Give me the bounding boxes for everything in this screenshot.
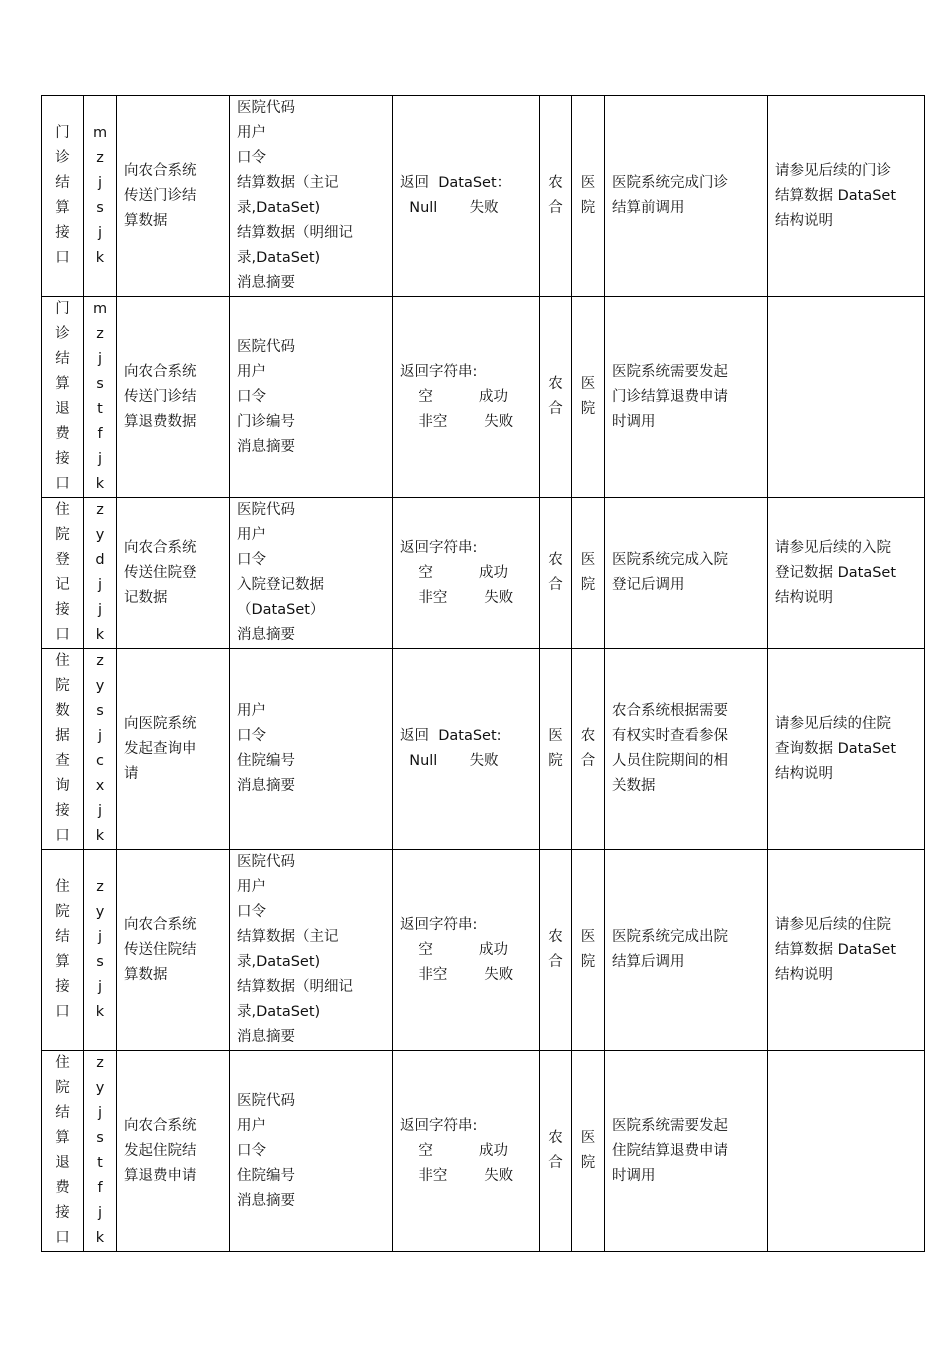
interface-name-line: 接 [55,602,70,618]
remarks-line: 结算数据 DataSet [775,187,897,204]
parameters-line: 用户 [237,527,266,543]
parameters-line: 医院代码 [237,100,295,116]
interface-name-line: 结 [55,175,70,191]
caller-line: 院 [580,954,596,970]
interface-name-line: 门 [55,125,70,141]
interface-code-line: j [97,803,103,819]
call-timing-line: 医院系统完成门诊 [612,175,728,191]
parameters-line: 口令 [237,388,266,405]
interface-code-line: k [95,476,105,492]
parameters-cell [230,850,393,1051]
interface-name-line: 接 [55,225,70,241]
call-timing-cell [605,96,768,297]
interface-code-line: z [96,879,104,895]
return-value-line: 空 成功 [400,388,509,405]
interface-name-line: 结 [55,929,70,945]
return-value-cell [393,96,540,297]
description-line: 向农合系统 [124,363,197,380]
parameters-cell [230,1051,393,1252]
interface-code-line: k [95,250,105,266]
interface-code-line: j [97,225,103,241]
table-row [42,649,925,850]
interface-code-line: j [97,451,103,467]
description-line: 向农合系统 [124,162,197,179]
interface-name-line: 接 [55,451,70,467]
interface-code-line: s [96,1130,104,1146]
parameters-line: 医院代码 [237,502,295,518]
call-timing-line: 关数据 [612,778,656,794]
caller-line: 医 [580,929,596,945]
call-timing-line: 医院系统完成入院 [612,552,728,568]
interface-code-line: k [95,627,105,643]
interface-name-line: 口 [55,250,70,266]
caller-cell [572,96,605,297]
interface-code-line: z [96,653,104,669]
call-timing-line: 医院系统需要发起 [612,363,728,380]
remarks-line: 结构说明 [775,212,833,229]
parameters-line: 住院编号 [237,1167,295,1184]
description-cell [117,850,230,1051]
call-timing-cell [605,649,768,850]
interface-name-line: 退 [55,401,70,417]
description-line: 请 [124,765,139,782]
provider-line: 院 [548,753,563,769]
interface-name-line: 院 [55,527,70,543]
provider-line: 农 [548,175,563,191]
parameters-line: 入院登记数据 [237,577,324,593]
interface-name-cell [42,850,84,1051]
remarks-line: 结构说明 [775,589,833,606]
interface-name-line: 住 [55,502,70,518]
description-line: 发起查询申 [124,740,197,757]
caller-line: 农 [580,728,596,744]
caller-line: 合 [580,753,596,769]
interface-name-line: 诊 [55,150,70,166]
caller-line: 医 [580,376,596,392]
interface-name-line: 费 [55,1180,70,1196]
call-timing-line: 农合系统根据需要 [612,703,728,719]
remarks-cell [768,297,925,498]
parameters-line: 消息摘要 [237,275,295,291]
return-value-line: 非空 失败 [400,966,514,983]
provider-line: 农 [548,376,563,392]
provider-cell [540,498,572,649]
interface-name-line: 住 [55,879,70,895]
call-timing-line: 人员住院期间的相 [612,753,728,769]
call-timing-cell [605,850,768,1051]
interface-name-line: 接 [55,1205,70,1221]
call-timing-line: 医院系统需要发起 [612,1117,728,1134]
interface-name-line: 询 [55,778,70,794]
interface-name-line: 记 [55,577,70,593]
interface-code-line: z [96,1055,104,1071]
parameters-line: 录,DataSet) [237,250,321,266]
description-line: 算退费数据 [124,413,197,430]
call-timing-line: 时调用 [612,1167,656,1184]
return-value-line: 返回 DataSet: [400,728,502,744]
interface-name-line: 算 [55,954,70,970]
interface-name-line: 门 [55,301,70,317]
return-value-line: 返回字符串: [400,363,478,380]
parameters-line: 口令 [237,150,266,166]
table-row [42,96,925,297]
remarks-line: 结构说明 [775,765,833,782]
caller-cell [572,649,605,850]
return-value-line: 非空 失败 [400,1167,514,1184]
parameters-line: 结算数据（明细记 [237,225,353,241]
return-value-line: 空 成功 [400,1142,509,1159]
parameters-line: 用户 [237,703,266,719]
provider-line: 农 [548,552,563,568]
call-timing-line: 登记后调用 [612,577,685,593]
parameters-line: 消息摘要 [237,778,295,794]
provider-cell [540,850,572,1051]
parameters-line: 口令 [237,728,266,744]
return-value-line: 非空 失败 [400,589,514,606]
call-timing-line: 时调用 [612,413,656,430]
call-timing-cell [605,297,768,498]
return-value-line: 返回字符串: [400,1117,478,1134]
remarks-line: 请参见后续的入院 [775,539,891,556]
return-value-cell [393,1051,540,1252]
interface-name-cell [42,297,84,498]
table-row [42,297,925,498]
interface-name-line: 据 [55,728,70,744]
interface-name-line: 算 [55,376,70,392]
parameters-line: 医院代码 [237,1092,295,1109]
caller-cell [572,850,605,1051]
parameters-cell [230,297,393,498]
interface-name-line: 费 [55,426,70,442]
parameters-line: 住院编号 [237,753,295,769]
interface-code-line: m [92,301,108,317]
interface-name-line: 院 [55,904,70,920]
description-line: 发起住院结 [124,1142,197,1159]
return-value-line: Null 失败 [400,753,499,769]
table-row [42,1051,925,1252]
parameters-line: 消息摘要 [237,627,295,643]
description-line: 记数据 [124,589,168,606]
provider-line: 合 [548,1155,563,1171]
description-line: 传送门诊结 [124,388,197,405]
caller-line: 院 [580,1155,596,1171]
provider-line: 合 [548,401,563,417]
interface-code-line: z [96,502,104,518]
interface-code-line: m [92,125,108,141]
remarks-line: 请参见后续的住院 [775,916,891,933]
interface-name-line: 住 [55,653,70,669]
interface-code-line: j [97,577,103,593]
provider-line: 农 [548,929,563,945]
caller-cell [572,498,605,649]
interface-code-cell [84,498,117,649]
interface-name-line: 算 [55,200,70,216]
interface-code-line: y [95,527,105,543]
description-line: 算数据 [124,212,168,229]
interface-name-line: 口 [55,627,70,643]
interface-code-line: s [96,376,104,392]
remarks-line: 结算数据 DataSet [775,941,897,958]
caller-line: 院 [580,200,596,216]
interface-name-line: 诊 [55,326,70,342]
interface-name-line: 口 [55,1230,70,1246]
provider-line: 医 [548,728,563,744]
remarks-cell [768,96,925,297]
interface-code-cell [84,297,117,498]
provider-line: 合 [548,577,563,593]
provider-cell [540,649,572,850]
remarks-line: 查询数据 DataSet [775,740,897,757]
interface-name-line: 结 [55,351,70,367]
remarks-cell [768,1051,925,1252]
interface-code-line: j [97,728,103,744]
interface-code-cell [84,1051,117,1252]
description-line: 向农合系统 [124,1117,197,1134]
return-value-cell [393,297,540,498]
remarks-cell [768,649,925,850]
provider-line: 合 [548,954,563,970]
return-value-line: 空 成功 [400,564,509,581]
call-timing-cell [605,498,768,649]
interface-code-line: y [95,678,105,694]
interface-code-line: j [97,175,103,191]
description-line: 算退费申请 [124,1167,197,1184]
interface-code-line: j [97,929,103,945]
description-line: 传送门诊结 [124,187,197,204]
return-value-line: 返回 DataSet： [400,175,512,191]
return-value-line: 返回字符串: [400,539,478,556]
caller-line: 医 [580,552,596,568]
interface-code-line: f [97,1180,103,1196]
interface-spec-table [41,95,925,1252]
caller-line: 医 [580,1130,596,1146]
interface-code-line: c [96,753,104,769]
table-row [42,498,925,649]
call-timing-line: 住院结算退费申请 [612,1142,728,1159]
provider-line: 农 [548,1130,563,1146]
description-cell [117,1051,230,1252]
interface-name-line: 口 [55,476,70,492]
parameters-line: 结算数据（明细记 [237,979,353,995]
interface-name-line: 算 [55,1130,70,1146]
remarks-cell [768,850,925,1051]
description-line: 向农合系统 [124,539,197,556]
provider-cell [540,96,572,297]
parameters-line: 录,DataSet) [237,954,321,970]
interface-name-line: 接 [55,979,70,995]
description-line: 算数据 [124,966,168,983]
caller-line: 医 [580,175,596,191]
interface-code-cell [84,96,117,297]
interface-name-line: 登 [55,552,70,568]
parameters-cell [230,96,393,297]
interface-code-line: d [95,552,105,568]
interface-code-line: s [96,954,104,970]
parameters-cell [230,649,393,850]
interface-code-line: x [95,778,105,794]
table-body [42,96,925,1252]
remarks-line: 结构说明 [775,966,833,983]
parameters-line: 消息摘要 [237,1192,295,1209]
description-cell [117,96,230,297]
parameters-line: 口令 [237,904,266,920]
interface-code-line: y [95,1080,105,1096]
description-line: 传送住院结 [124,941,197,958]
interface-code-line: t [97,401,103,417]
parameters-line: 口令 [237,1142,266,1159]
call-timing-cell [605,1051,768,1252]
parameters-line: 录,DataSet) [237,1004,321,1020]
parameters-line: 口令 [237,552,266,568]
interface-name-cell [42,1051,84,1252]
parameters-line: 录,DataSet) [237,200,321,216]
return-value-line: Null 失败 [400,200,499,216]
interface-name-line: 口 [55,1004,70,1020]
return-value-line: 空 成功 [400,941,509,958]
parameters-line: 医院代码 [237,338,295,355]
interface-name-line: 数 [55,703,70,719]
interface-code-line: k [95,1004,105,1020]
interface-name-line: 口 [55,828,70,844]
provider-line: 合 [548,200,563,216]
interface-name-cell [42,649,84,850]
return-value-cell [393,498,540,649]
remarks-line: 请参见后续的住院 [775,715,891,732]
interface-name-line: 院 [55,678,70,694]
interface-name-line: 接 [55,803,70,819]
parameters-line: 用户 [237,1117,266,1134]
interface-code-line: j [97,979,103,995]
description-line: 向医院系统 [124,715,197,732]
call-timing-line: 有权实时查看参保 [612,728,728,744]
parameters-line: 医院代码 [237,854,295,870]
description-line: 向农合系统 [124,916,197,933]
interface-code-line: j [97,1205,103,1221]
caller-cell [572,1051,605,1252]
caller-cell [572,297,605,498]
interface-code-line: z [96,150,104,166]
interface-code-line: t [97,1155,103,1171]
caller-line: 院 [580,577,596,593]
description-cell [117,498,230,649]
return-value-cell [393,850,540,1051]
interface-name-line: 退 [55,1155,70,1171]
interface-code-line: s [96,200,104,216]
interface-code-line: k [95,1230,105,1246]
parameters-line: 门诊编号 [237,413,295,430]
provider-cell [540,1051,572,1252]
table-row [42,850,925,1051]
interface-code-cell [84,649,117,850]
parameters-line: 消息摘要 [237,1029,295,1045]
interface-code-line: f [97,426,103,442]
description-cell [117,649,230,850]
interface-code-line: j [97,351,103,367]
interface-name-cell [42,96,84,297]
call-timing-line: 门诊结算退费申请 [612,388,728,405]
interface-name-line: 查 [55,753,70,769]
call-timing-line: 结算后调用 [612,954,685,970]
interface-name-cell [42,498,84,649]
interface-code-line: z [96,326,104,342]
remarks-line: 登记数据 DataSet [775,564,897,581]
description-line: 传送住院登 [124,564,197,581]
interface-code-cell [84,850,117,1051]
caller-line: 院 [580,401,596,417]
return-value-line: 非空 失败 [400,413,514,430]
interface-name-line: 住 [55,1055,70,1071]
parameters-line: 结算数据（主记 [237,929,339,945]
interface-code-line: s [96,703,104,719]
parameters-line: 用户 [237,363,266,380]
return-value-line: 返回字符串: [400,916,478,933]
interface-code-line: j [97,602,103,618]
interface-name-line: 结 [55,1105,70,1121]
provider-cell [540,297,572,498]
parameters-line: 用户 [237,125,266,141]
remarks-line: 请参见后续的门诊 [775,162,891,179]
interface-code-line: k [95,828,105,844]
parameters-line: 消息摘要 [237,438,295,455]
call-timing-line: 结算前调用 [612,200,685,216]
call-timing-line: 医院系统完成出院 [612,929,728,945]
parameters-line: 结算数据（主记 [237,175,339,191]
return-value-cell [393,649,540,850]
remarks-cell [768,498,925,649]
interface-name-line: 院 [55,1080,70,1096]
interface-code-line: j [97,1105,103,1121]
parameters-cell [230,498,393,649]
interface-code-line: y [95,904,105,920]
description-cell [117,297,230,498]
parameters-line: （DataSet） [237,602,325,618]
parameters-line: 用户 [237,879,266,895]
